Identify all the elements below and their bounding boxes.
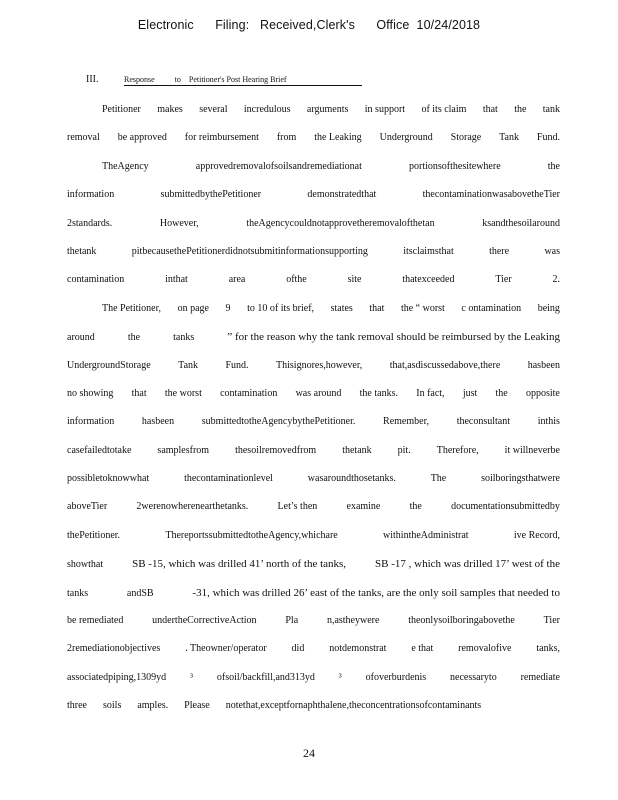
text-segment: tanks [173,332,195,344]
text-segment: amples. [137,700,169,712]
text-segment: the [514,104,527,115]
text-segment: no showing [67,387,114,399]
text-segment: inthat [165,274,188,286]
text-segment: Thisignores,however, [276,359,363,371]
text-segment: UndergroundStorage [67,359,151,371]
text-segment: Storage [450,132,482,144]
text-segment: removalofive [458,643,512,655]
text-segment: Underground [379,132,433,144]
text-segment: it willneverbe [504,444,560,456]
text-segment: the [409,501,422,513]
text-segment: on page [177,302,209,314]
text-segment: showthat [67,559,104,571]
text-line [67,295,560,323]
text-segment: documentationsubmittedby [451,501,560,513]
text-segment: ThereportssubmittedtotheAgency,whichare [165,529,338,541]
text-segment: ofthe [286,274,307,286]
text-segment: associatedpiping,1309yd [67,671,167,683]
text-segment: three [67,700,87,712]
text-line [67,664,560,692]
text-segment: the [547,160,560,172]
text-segment: the [127,332,141,344]
text-segment: tanks, [536,643,560,655]
text-segment: withintheAdministrat [383,529,469,541]
text-segment: ofsoil/backfill,and313yd [216,671,315,683]
text-segment: ³ [190,671,194,683]
text-line [67,266,560,294]
text-segment: Remember, [383,416,430,428]
text-segment: did [291,643,305,655]
text-segment: 2. [552,274,560,286]
text-segment: aboveTier [67,501,108,513]
text-segment: Fund. [536,132,560,144]
text-segment: being [537,302,560,314]
text-segment: opposite [525,387,560,399]
text-segment: the tanks. [359,387,398,399]
text-segment: ksandthesoilaround [482,217,560,229]
text-segment: e that [411,643,434,655]
section-title: Response to Petitioner's Post Hearing Brief [124,75,362,86]
text-segment: Pla [285,615,299,627]
text-segment: several [199,104,228,115]
text-segment: from [276,132,297,144]
text-segment: itsclaimsthat [403,245,454,257]
text-segment: makes [157,104,183,115]
text-segment: for reimbursement [184,132,259,144]
text-segment: submittedtotheAgencybythePetitioner. [201,416,356,428]
text-segment: Tier [495,274,512,286]
text-segment: in support [364,104,406,115]
text-segment: approvedremovalofsoilsandremediationat [195,160,362,172]
text-segment: Let’s then [277,501,318,513]
text-segment: SB -17 , which was drilled 17’ west of the [375,558,560,571]
text-segment: The [430,473,447,485]
text-line [67,238,560,266]
text-segment: 2werenowherenearthetanks. [136,501,249,513]
text-segment: undertheCorrectiveAction [152,615,257,627]
text-segment: thetank [67,245,97,257]
text-segment: states [330,302,353,314]
text-segment: contamination [67,274,125,286]
text-segment: soils [103,700,122,712]
text-segment: area [228,274,246,286]
text-segment: 2standards. [67,217,113,229]
electronic-filing-header: Electronic Filing: Received,Clerk's Office 10/24/2018 [137,18,481,32]
text-segment: demonstratedthat [307,189,377,201]
text-segment: that [482,104,498,115]
text-segment: examine [346,501,381,513]
text-segment: hasbeen [527,359,560,371]
text-line [67,607,560,635]
brief-body-text [67,96,560,721]
text-line [67,380,560,408]
text-segment: arguments [306,104,349,115]
text-segment: thePetitioner. [67,529,121,541]
text-segment: the worst [164,387,202,399]
text-segment: thetank [342,444,372,456]
text-line [67,96,560,124]
text-segment: SB -15, which was drilled 41’ north of the tanks, [132,558,347,571]
text-segment: was [544,245,560,257]
text-segment: there [489,245,510,257]
text-segment: Tier [543,615,560,627]
text-segment: Petitioner [102,104,141,115]
text-segment: Tank [178,359,199,371]
text-segment: was around [295,387,342,399]
text-line [67,465,560,493]
text-segment: ive Record, [513,529,560,541]
text-segment: thesoilremovedfrom [235,444,317,456]
text-segment: tank [542,104,560,115]
text-segment: . Theowner/operator [185,643,267,655]
text-segment: to 10 of its brief, [247,302,315,314]
text-segment: TheAgency [102,160,149,172]
text-segment: c ontamination [461,302,522,314]
text-segment: theAgencycouldnotapprovetheremovalofthetan [246,217,435,229]
text-line [67,493,560,521]
text-line [67,635,560,663]
text-segment: notdemonstrat [329,643,387,655]
text-segment: that [131,387,147,399]
text-segment: Therefore, [436,444,479,456]
text-segment: of its claim [421,104,467,115]
text-segment: The Petitioner, [102,302,162,314]
text-line [67,408,560,436]
text-line [67,352,560,380]
text-segment: ³ [338,671,342,683]
text-segment: the Leaking [314,132,362,144]
text-segment: necessaryto [450,671,497,683]
section-number: III. [86,74,99,85]
text-line [67,437,560,465]
text-segment: be remediated [67,615,124,627]
text-segment: pit. [397,444,411,456]
text-segment: incredulous [243,104,291,115]
text-segment: hasbeen [141,416,175,428]
text-segment: thecontaminationwasabovetheTier [422,189,560,201]
text-segment: remediate [520,671,560,683]
text-segment: information [67,189,115,201]
text-segment: removal [67,132,100,144]
text-segment: notethat,exceptfornaphthalene,theconcentrationsofcontaminants [225,700,482,712]
text-segment: that [369,302,385,314]
text-segment: the [495,387,508,399]
text-segment: site [347,274,362,286]
text-segment: possibletoknowwhat [67,473,150,485]
text-segment: 2remediationobjectives [67,643,161,655]
text-segment: tanks [67,587,89,599]
page-number: 24 [303,746,315,760]
text-segment: 9 [225,302,231,314]
text-segment: Tank [499,132,519,144]
text-segment: contamination [220,387,278,399]
text-segment: thecontaminationlevel [184,473,273,485]
text-segment: Fund. [225,359,249,371]
text-segment: just [462,387,478,399]
text-segment: n,astheywere [326,615,380,627]
text-segment: andSB [126,587,154,599]
text-segment: theonlysoilboringabovethe [408,615,515,627]
text-segment: samplesfrom [157,444,210,456]
text-line [67,692,560,720]
text-segment: In fact, [416,387,445,399]
text-line [67,522,560,550]
text-segment: the “ worst [400,302,445,314]
text-line [67,181,560,209]
text-segment: inthis [537,416,560,428]
text-segment: pitbecausethePetitionerdidnotsubmitinformationsupporting [131,245,368,257]
text-line [67,153,560,181]
text-segment: However, [159,217,199,229]
text-line [67,579,560,607]
text-segment: Please [184,700,210,712]
text-line [67,124,560,152]
text-segment: ofoverburdenis [365,671,427,683]
text-segment: around [67,332,95,344]
text-segment: thatexceeded [402,274,455,286]
text-segment: casefailedtotake [67,444,132,456]
text-segment: portionsofthesitewhere [409,160,501,172]
text-segment: that,asdiscussedabove,there [389,359,501,371]
text-line [67,210,560,238]
text-line [67,550,560,578]
text-segment: information [67,416,115,428]
text-segment: submittedbythePetitioner [160,189,262,201]
text-segment: ” for the reason why the tank removal should be reimbursed by the Leaking [227,331,560,344]
text-segment: -31, which was drilled 26’ east of the tanks, are the only soil samples that needed to [192,586,560,599]
text-segment: theconsultant [456,416,511,428]
text-segment: be approved [117,132,167,144]
text-segment: wasaroundthosetanks. [307,473,396,485]
section-heading [86,74,362,86]
text-segment: soilboringsthatwere [481,473,560,485]
text-line [67,323,560,351]
